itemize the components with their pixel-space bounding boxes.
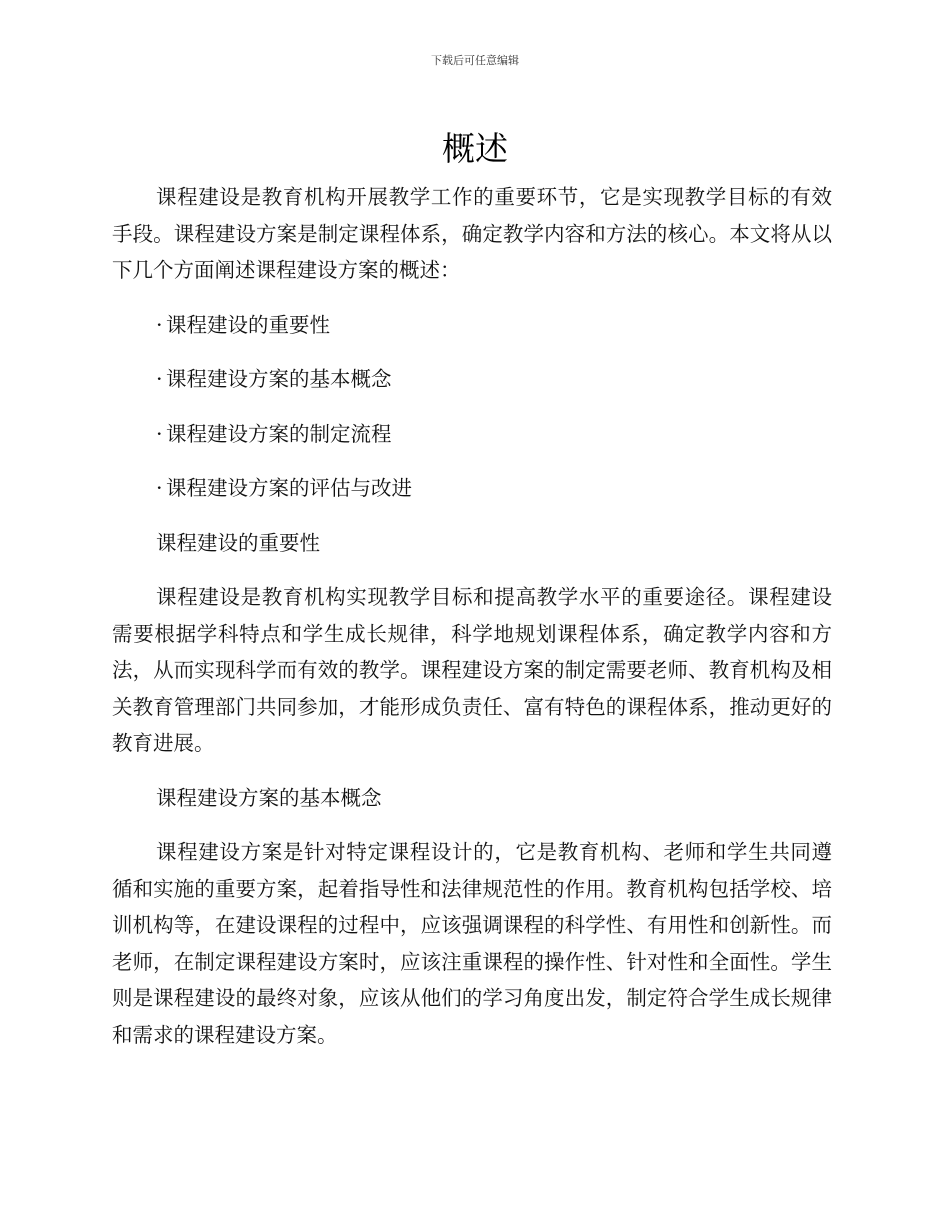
list-item	[156, 470, 832, 507]
section-heading-concept: 课程建设方案的基本概念	[156, 785, 382, 810]
list-item-label: 课程建设方案的基本概念	[166, 367, 392, 391]
section-body-importance: 课程建设是教育机构实现教学目标和提高教学水平的重要途径。课程建设需要根据学科特点和学生成长规律，科学地规划课程体系，确定教学内容和方法，从而实现科学而有效的教学。课程建设方案的制定需要老师、教育机构及相关教育管理部门共同参加，才能形成负责任、富有特色的课程体系，推动更好的教育进展。	[112, 585, 832, 755]
bullet-icon: ·	[156, 367, 163, 391]
list-item	[156, 416, 832, 453]
bullet-icon: ·	[156, 312, 163, 337]
bullet-icon: ·	[156, 476, 163, 500]
section-body-concept: 课程建设方案是针对特定课程设计的，它是教育机构、老师和学生共同遵循和实施的重要方案，起着指导性和法律规范性的作用。教育机构包括学校、培训机构等，在建设课程的过程中，应该强调课程的科学性、有用性和创新性。而老师，在制定课程建设方案时，应该注重课程的操作性、针对性和全面性。学生则是课程建设的最终对象，应该从他们的学习角度出发，制定符合学生成长规律和需求的课程建设方案。	[112, 840, 832, 1047]
list-item-label: 课程建设的重要性	[166, 312, 330, 337]
section-heading-importance: 课程建设的重要性	[156, 530, 320, 555]
intro-paragraph: 课程建设是教育机构开展教学工作的重要环节，它是实现教学目标的有效手段。课程建设方案是制定课程体系，确定教学内容和方法的核心。本文将从以下几个方面阐述课程建设方案的概述：	[112, 185, 832, 282]
list-item	[156, 307, 832, 344]
list-item	[156, 361, 832, 398]
topic-list	[112, 307, 832, 507]
document-body	[112, 179, 832, 1071]
document-title: 概述	[442, 129, 508, 168]
page-header: 下载后可任意编辑	[431, 54, 519, 67]
list-item-label: 课程建设方案的制定流程	[166, 421, 392, 446]
list-item-label: 课程建设方案的评估与改进	[166, 476, 412, 500]
bullet-icon: ·	[156, 421, 163, 446]
